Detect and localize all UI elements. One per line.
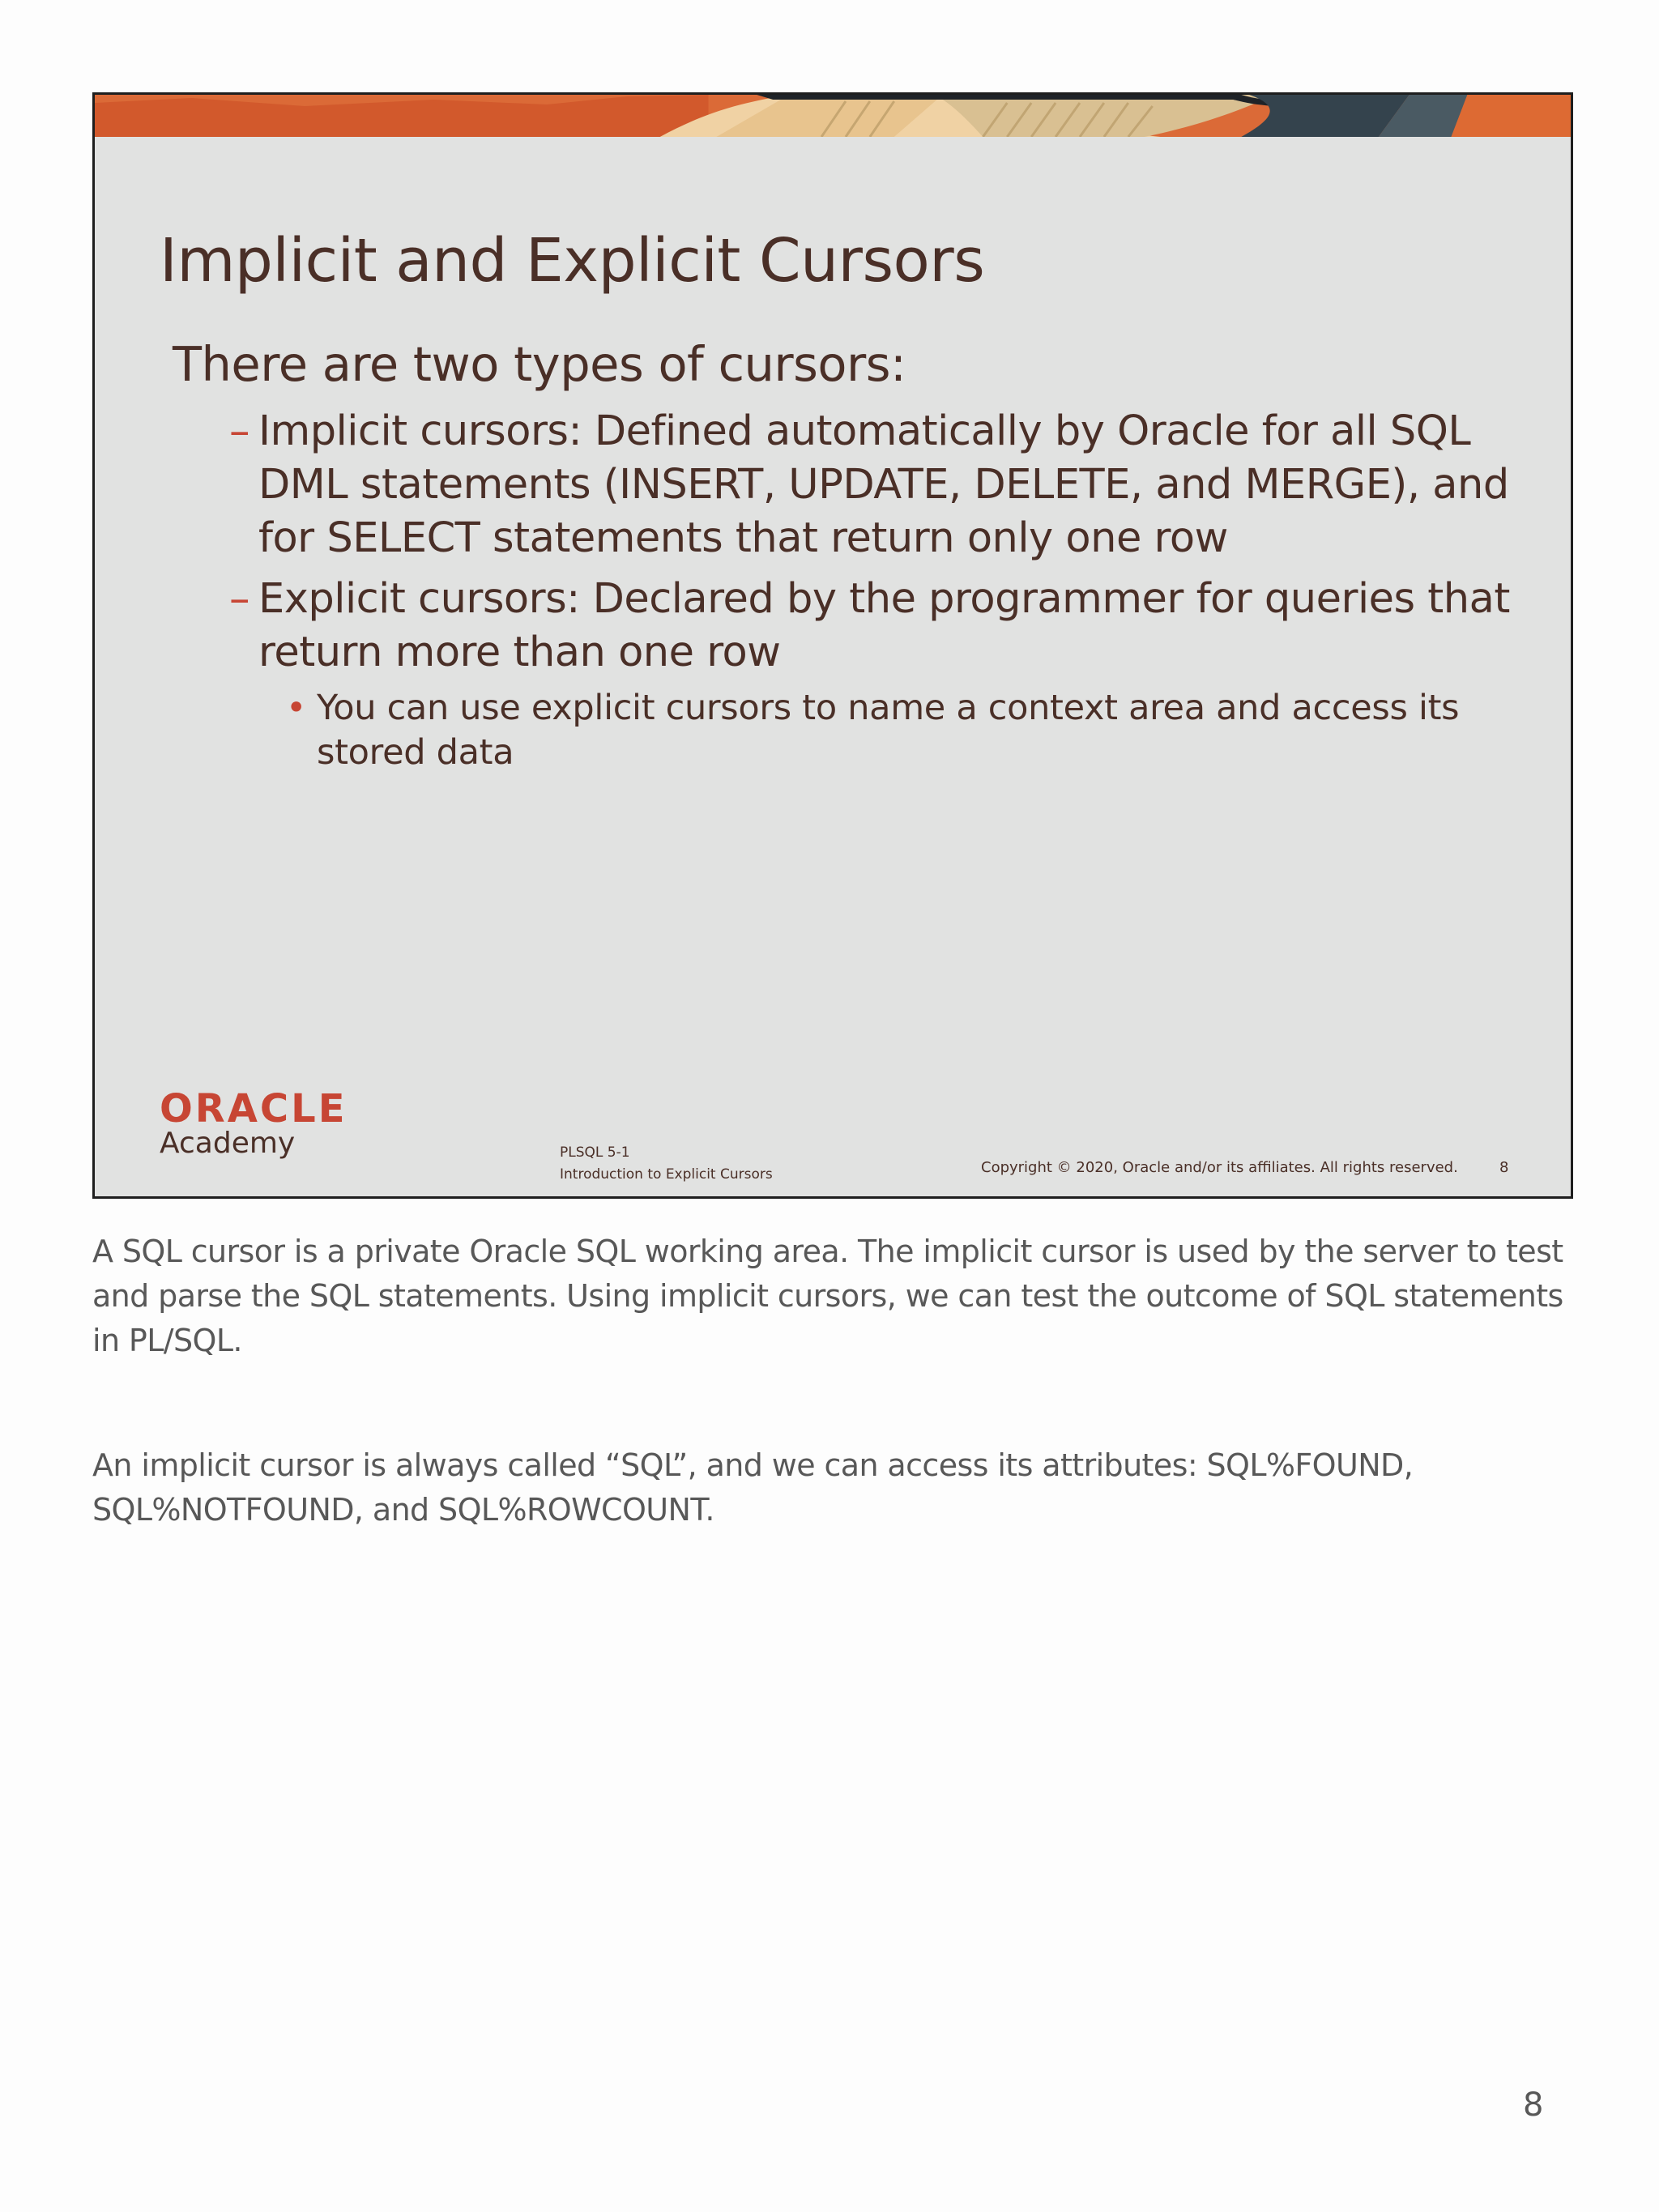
bullet-explicit-cursors [229,573,1542,680]
speaker-note-2: An implicit cursor is always called “SQL”, and we can access its attributes: SQL%FOUND, SQL%NOTFOUND, and SQL%ROWCOUNT. [92,1447,1414,1528]
dash-marker: – [229,407,249,455]
sub-bullet-text: You can use explicit cursors to name a context area and access its stored data [317,688,1460,773]
bullet-text: Implicit cursors: Defined automatically by Oracle for all SQL DML statements (INSERT, UPDATE, DELETE, and MERGE), and for SELECT statements that return only one row [258,407,1509,562]
slide-number: 8 [1499,1159,1509,1176]
slide [92,92,1573,1199]
slide-title: Implicit and Explicit Cursors [160,226,985,296]
oracle-logo: ORACLE [160,1086,348,1132]
page-number: 8 [1523,2086,1544,2124]
course-name: Introduction to Explicit Cursors [560,1166,773,1183]
slide-banner-image [95,95,1571,137]
bullet-dot-marker: • [286,688,307,728]
bullet-text: Explicit cursors: Declared by the programmer for queries that return more than one row [258,575,1510,676]
sub-bullet-context-area [286,686,1509,775]
bullet-implicit-cursors [229,405,1542,565]
academy-label: Academy [160,1127,296,1160]
slide-intro: There are two types of cursors: [173,336,906,392]
copyright-notice: Copyright © 2020, Oracle and/or its affiliates. All rights reserved. [981,1159,1458,1176]
dash-marker: – [229,575,249,623]
speaker-note-1: A SQL cursor is a private Oracle SQL working area. The implicit cursor is used by the server to test and parse the SQL statements. Using implicit cursors, we can test the outcome of SQL statements in PL/SQL. [92,1234,1563,1358]
course-code: PLSQL 5-1 [560,1144,630,1161]
